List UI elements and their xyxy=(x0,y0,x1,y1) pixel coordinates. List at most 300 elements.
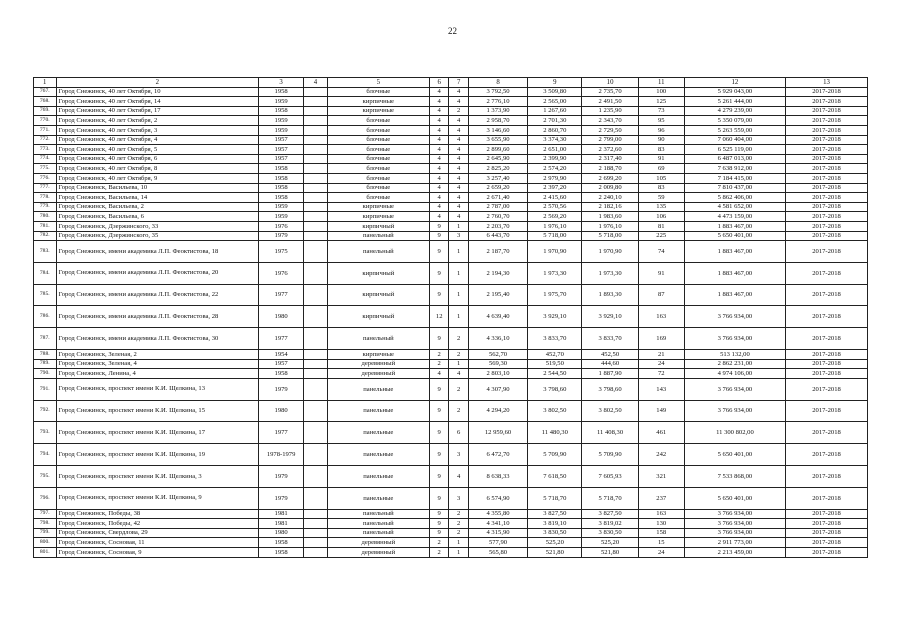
table-row xyxy=(34,212,868,222)
table-row xyxy=(34,548,868,558)
column-number-header: 11 xyxy=(638,78,684,88)
residents-cell: 69 xyxy=(638,164,684,174)
residential-area-cell: 2 799,00 xyxy=(582,135,638,145)
row-index: 771. xyxy=(34,125,57,135)
address-cell: Город Снежинск, 40 лет Октября, 17 xyxy=(56,106,259,116)
address-cell: Город Снежинск, 40 лет Октября, 2 xyxy=(56,116,259,126)
column-4-cell xyxy=(304,528,328,538)
period-cell: 2017-2018 xyxy=(786,538,868,548)
row-index: 789. xyxy=(34,359,57,369)
total-area-cell: 3 146,60 xyxy=(468,125,527,135)
period-cell: 2017-2018 xyxy=(786,164,868,174)
period-cell: 2017-2018 xyxy=(786,359,868,369)
wall-material-cell: панельные xyxy=(327,444,429,466)
year-built-cell: 1958 xyxy=(259,106,304,116)
column-number-header: 4 xyxy=(304,78,328,88)
floors-cell: 4 xyxy=(429,183,448,193)
area-cell: 1 970,90 xyxy=(528,241,582,263)
residents-cell: 21 xyxy=(638,350,684,360)
row-index: 785. xyxy=(34,284,57,306)
column-4-cell xyxy=(304,548,328,558)
table-row xyxy=(34,328,868,350)
floors-cell: 4 xyxy=(429,145,448,155)
entrances-cell: 6 xyxy=(449,422,468,444)
row-index: 797. xyxy=(34,509,57,519)
floors-cell: 2 xyxy=(429,350,448,360)
row-index: 768. xyxy=(34,97,57,107)
residential-area-cell: 3 833,70 xyxy=(582,328,638,350)
total-area-cell: 3 792,50 xyxy=(468,87,527,97)
residents-cell: 73 xyxy=(638,106,684,116)
total-area-cell: 4 307,90 xyxy=(468,378,527,400)
residents-cell: 242 xyxy=(638,444,684,466)
residents-cell: 90 xyxy=(638,135,684,145)
residents-cell: 95 xyxy=(638,116,684,126)
residential-area-cell: 1 973,30 xyxy=(582,262,638,284)
year-built-cell: 1959 xyxy=(259,212,304,222)
cost-cell: 1 883 467,00 xyxy=(684,262,785,284)
address-cell: Город Снежинск, 40 лет Октября, 9 xyxy=(56,173,259,183)
cost-cell: 7 810 437,00 xyxy=(684,183,785,193)
period-cell: 2017-2018 xyxy=(786,487,868,509)
period-cell: 2017-2018 xyxy=(786,193,868,203)
entrances-cell: 1 xyxy=(449,262,468,284)
wall-material-cell: панельный xyxy=(327,241,429,263)
period-cell: 2017-2018 xyxy=(786,212,868,222)
column-4-cell xyxy=(304,328,328,350)
table-row xyxy=(34,164,868,174)
floors-cell: 9 xyxy=(429,241,448,263)
wall-material-cell: кирпичный xyxy=(327,262,429,284)
column-4-cell xyxy=(304,400,328,422)
table-row xyxy=(34,221,868,231)
area-cell: 3 819,10 xyxy=(528,519,582,529)
row-index: 777. xyxy=(34,183,57,193)
entrances-cell: 4 xyxy=(449,212,468,222)
address-cell: Город Снежинск, Васильева, 2 xyxy=(56,202,259,212)
entrances-cell: 4 xyxy=(449,116,468,126)
cost-cell: 2 911 773,00 xyxy=(684,538,785,548)
residential-area-cell: 5 718,70 xyxy=(582,487,638,509)
row-index: 800. xyxy=(34,538,57,548)
column-4-cell xyxy=(304,193,328,203)
column-4-cell xyxy=(304,538,328,548)
entrances-cell: 4 xyxy=(449,145,468,155)
period-cell: 2017-2018 xyxy=(786,183,868,193)
residents-cell: 461 xyxy=(638,422,684,444)
table-body xyxy=(34,87,868,557)
wall-material-cell: блочные xyxy=(327,87,429,97)
total-area-cell: 562,70 xyxy=(468,350,527,360)
cost-cell: 5 929 043,00 xyxy=(684,87,785,97)
column-4-cell xyxy=(304,487,328,509)
residential-area-cell: 11 408,30 xyxy=(582,422,638,444)
address-cell: Город Снежинск, имени академика Л.П. Феоктистова, 22 xyxy=(56,284,259,306)
column-number-header: 8 xyxy=(468,78,527,88)
table-row xyxy=(34,241,868,263)
cost-cell: 4 473 159,00 xyxy=(684,212,785,222)
total-area-cell: 2 195,40 xyxy=(468,284,527,306)
wall-material-cell: кирпичные xyxy=(327,106,429,116)
floors-cell: 4 xyxy=(429,97,448,107)
row-index: 782. xyxy=(34,231,57,241)
wall-material-cell: панельные xyxy=(327,378,429,400)
column-4-cell xyxy=(304,125,328,135)
residents-cell: 237 xyxy=(638,487,684,509)
year-built-cell: 1980 xyxy=(259,306,304,328)
floors-cell: 4 xyxy=(429,125,448,135)
address-cell: Город Снежинск, имени академика Л.П. Феоктистова, 20 xyxy=(56,262,259,284)
row-index: 776. xyxy=(34,173,57,183)
residential-area-cell: 2 735,70 xyxy=(582,87,638,97)
year-built-cell: 1957 xyxy=(259,145,304,155)
table-row xyxy=(34,359,868,369)
row-index: 772. xyxy=(34,135,57,145)
wall-material-cell: кирпичные xyxy=(327,97,429,107)
area-cell: 3 798,60 xyxy=(528,378,582,400)
residential-area-cell: 1 887,90 xyxy=(582,369,638,379)
cost-cell: 4 581 652,00 xyxy=(684,202,785,212)
cost-cell: 5 263 559,00 xyxy=(684,125,785,135)
cost-cell: 7 060 404,00 xyxy=(684,135,785,145)
table-row xyxy=(34,262,868,284)
residential-area-cell: 3 830,50 xyxy=(582,528,638,538)
total-area-cell: 6 574,90 xyxy=(468,487,527,509)
housing-register-table xyxy=(33,77,868,558)
period-cell: 2017-2018 xyxy=(786,87,868,97)
residential-area-cell: 525,20 xyxy=(582,538,638,548)
year-built-cell: 1979 xyxy=(259,378,304,400)
row-index: 798. xyxy=(34,519,57,529)
column-number-header: 10 xyxy=(582,78,638,88)
entrances-cell: 2 xyxy=(449,509,468,519)
column-4-cell xyxy=(304,87,328,97)
year-built-cell: 1958 xyxy=(259,173,304,183)
area-cell: 1 976,10 xyxy=(528,221,582,231)
entrances-cell: 4 xyxy=(449,369,468,379)
area-cell: 2 701,30 xyxy=(528,116,582,126)
residential-area-cell: 1 893,30 xyxy=(582,284,638,306)
address-cell: Город Снежинск, проспект имени К.И. Щелкина, 17 xyxy=(56,422,259,444)
cost-cell: 513 132,00 xyxy=(684,350,785,360)
row-index: 801. xyxy=(34,548,57,558)
residents-cell: 105 xyxy=(638,173,684,183)
column-number-header: 12 xyxy=(684,78,785,88)
page-number: 22 xyxy=(448,26,457,36)
entrances-cell: 4 xyxy=(449,466,468,488)
area-cell: 3 509,80 xyxy=(528,87,582,97)
total-area-cell: 2 776,10 xyxy=(468,97,527,107)
floors-cell: 9 xyxy=(429,509,448,519)
area-cell: 5 718,00 xyxy=(528,231,582,241)
floors-cell: 2 xyxy=(429,359,448,369)
row-index: 788. xyxy=(34,350,57,360)
column-number-header: 7 xyxy=(449,78,468,88)
residents-cell: 83 xyxy=(638,183,684,193)
area-cell: 1 267,60 xyxy=(528,106,582,116)
floors-cell: 9 xyxy=(429,444,448,466)
area-cell: 452,70 xyxy=(528,350,582,360)
table-row xyxy=(34,466,868,488)
wall-material-cell: панельные xyxy=(327,466,429,488)
year-built-cell: 1981 xyxy=(259,519,304,529)
period-cell: 2017-2018 xyxy=(786,328,868,350)
address-cell: Город Снежинск, проспект имени К.И. Щелкина, 3 xyxy=(56,466,259,488)
cost-cell: 2 213 459,00 xyxy=(684,548,785,558)
area-cell: 2 544,50 xyxy=(528,369,582,379)
residential-area-cell: 3 802,50 xyxy=(582,400,638,422)
total-area-cell: 3 655,90 xyxy=(468,135,527,145)
residents-cell: 81 xyxy=(638,221,684,231)
entrances-cell: 4 xyxy=(449,164,468,174)
table-row xyxy=(34,183,868,193)
row-index: 783. xyxy=(34,241,57,263)
column-number-row xyxy=(34,78,868,88)
column-number-header: 9 xyxy=(528,78,582,88)
period-cell: 2017-2018 xyxy=(786,369,868,379)
cost-cell: 3 766 934,00 xyxy=(684,306,785,328)
table-row xyxy=(34,306,868,328)
table-row xyxy=(34,193,868,203)
row-index: 795. xyxy=(34,466,57,488)
residential-area-cell: 2 240,10 xyxy=(582,193,638,203)
row-index: 786. xyxy=(34,306,57,328)
period-cell: 2017-2018 xyxy=(786,262,868,284)
floors-cell: 4 xyxy=(429,173,448,183)
cost-cell: 7 533 868,00 xyxy=(684,466,785,488)
row-index: 793. xyxy=(34,422,57,444)
address-cell: Город Снежинск, Сосновая, 11 xyxy=(56,538,259,548)
address-cell: Город Снежинск, 40 лет Октября, 8 xyxy=(56,164,259,174)
wall-material-cell: блочные xyxy=(327,125,429,135)
row-index: 774. xyxy=(34,154,57,164)
residents-cell: 169 xyxy=(638,328,684,350)
wall-material-cell: кирпичный xyxy=(327,221,429,231)
cost-cell: 2 862 231,00 xyxy=(684,359,785,369)
row-index: 767. xyxy=(34,87,57,97)
residents-cell: 125 xyxy=(638,97,684,107)
cost-cell: 11 300 802,00 xyxy=(684,422,785,444)
table-row xyxy=(34,145,868,155)
column-4-cell xyxy=(304,359,328,369)
table-row xyxy=(34,487,868,509)
floors-cell: 9 xyxy=(429,231,448,241)
column-4-cell xyxy=(304,173,328,183)
period-cell: 2017-2018 xyxy=(786,145,868,155)
column-4-cell xyxy=(304,509,328,519)
column-4-cell xyxy=(304,231,328,241)
entrances-cell: 1 xyxy=(449,306,468,328)
area-cell: 2 651,00 xyxy=(528,145,582,155)
residential-area-cell: 521,80 xyxy=(582,548,638,558)
cost-cell: 6 487 013,00 xyxy=(684,154,785,164)
period-cell: 2017-2018 xyxy=(786,231,868,241)
cost-cell: 5 862 406,00 xyxy=(684,193,785,203)
address-cell: Город Снежинск, Сосновая, 9 xyxy=(56,548,259,558)
address-cell: Город Снежинск, 40 лет Октября, 6 xyxy=(56,154,259,164)
wall-material-cell: блочные xyxy=(327,145,429,155)
floors-cell: 4 xyxy=(429,369,448,379)
area-cell: 2 979,90 xyxy=(528,173,582,183)
year-built-cell: 1958 xyxy=(259,164,304,174)
floors-cell: 4 xyxy=(429,164,448,174)
year-built-cell: 1958 xyxy=(259,548,304,558)
area-cell: 2 569,20 xyxy=(528,212,582,222)
residential-area-cell: 7 605,93 xyxy=(582,466,638,488)
total-area-cell: 2 825,20 xyxy=(468,164,527,174)
floors-cell: 4 xyxy=(429,135,448,145)
wall-material-cell: деревянный xyxy=(327,538,429,548)
period-cell: 2017-2018 xyxy=(786,548,868,558)
row-index: 794. xyxy=(34,444,57,466)
residential-area-cell: 2 009,80 xyxy=(582,183,638,193)
address-cell: Город Снежинск, Зеленая, 4 xyxy=(56,359,259,369)
wall-material-cell: панельные xyxy=(327,422,429,444)
year-built-cell: 1959 xyxy=(259,97,304,107)
table-row xyxy=(34,87,868,97)
residents-cell: 163 xyxy=(638,306,684,328)
entrances-cell: 3 xyxy=(449,444,468,466)
total-area-cell: 2 787,00 xyxy=(468,202,527,212)
residents-cell: 163 xyxy=(638,509,684,519)
area-cell: 1 975,70 xyxy=(528,284,582,306)
address-cell: Город Снежинск, проспект имени К.И. Щелкина, 13 xyxy=(56,378,259,400)
year-built-cell: 1954 xyxy=(259,350,304,360)
address-cell: Город Снежинск, Васильева, 10 xyxy=(56,183,259,193)
total-area-cell: 2 194,30 xyxy=(468,262,527,284)
column-4-cell xyxy=(304,241,328,263)
address-cell: Город Снежинск, имени академика Л.П. Феоктистова, 18 xyxy=(56,241,259,263)
area-cell: 1 973,30 xyxy=(528,262,582,284)
year-built-cell: 1981 xyxy=(259,509,304,519)
column-number-header: 3 xyxy=(259,78,304,88)
column-4-cell xyxy=(304,145,328,155)
cost-cell: 3 766 934,00 xyxy=(684,528,785,538)
entrances-cell: 4 xyxy=(449,193,468,203)
total-area-cell: 6 443,70 xyxy=(468,231,527,241)
total-area-cell: 2 899,60 xyxy=(468,145,527,155)
period-cell: 2017-2018 xyxy=(786,306,868,328)
entrances-cell: 4 xyxy=(449,173,468,183)
area-cell: 2 397,20 xyxy=(528,183,582,193)
column-4-cell xyxy=(304,350,328,360)
year-built-cell: 1957 xyxy=(259,135,304,145)
year-built-cell: 1958 xyxy=(259,193,304,203)
address-cell: Город Снежинск, Свердлова, 29 xyxy=(56,528,259,538)
total-area-cell: 2 187,70 xyxy=(468,241,527,263)
residential-area-cell: 1 983,60 xyxy=(582,212,638,222)
wall-material-cell: кирпичные xyxy=(327,350,429,360)
period-cell: 2017-2018 xyxy=(786,135,868,145)
period-cell: 2017-2018 xyxy=(786,173,868,183)
total-area-cell: 4 355,80 xyxy=(468,509,527,519)
area-cell: 7 618,50 xyxy=(528,466,582,488)
row-index: 770. xyxy=(34,116,57,126)
address-cell: Город Снежинск, Васильева, 14 xyxy=(56,193,259,203)
column-4-cell xyxy=(304,183,328,193)
residential-area-cell: 444,60 xyxy=(582,359,638,369)
row-index: 781. xyxy=(34,221,57,231)
entrances-cell: 4 xyxy=(449,87,468,97)
floors-cell: 9 xyxy=(429,400,448,422)
year-built-cell: 1975 xyxy=(259,241,304,263)
address-cell: Город Снежинск, имени академика Л.П. Феоктистова, 30 xyxy=(56,328,259,350)
wall-material-cell: кирпичный xyxy=(327,284,429,306)
cost-cell: 5 650 401,00 xyxy=(684,444,785,466)
wall-material-cell: кирпичный xyxy=(327,306,429,328)
table-row xyxy=(34,135,868,145)
column-4-cell xyxy=(304,262,328,284)
column-number-header: 6 xyxy=(429,78,448,88)
residential-area-cell: 2 699,20 xyxy=(582,173,638,183)
year-built-cell: 1980 xyxy=(259,528,304,538)
wall-material-cell: кирпичные xyxy=(327,202,429,212)
residents-cell: 158 xyxy=(638,528,684,538)
floors-cell: 9 xyxy=(429,378,448,400)
cost-cell: 3 766 934,00 xyxy=(684,519,785,529)
column-4-cell xyxy=(304,212,328,222)
column-4-cell xyxy=(304,116,328,126)
residents-cell: 72 xyxy=(638,369,684,379)
column-4-cell xyxy=(304,106,328,116)
cost-cell: 4 279 239,00 xyxy=(684,106,785,116)
period-cell: 2017-2018 xyxy=(786,125,868,135)
wall-material-cell: панельный xyxy=(327,519,429,529)
residential-area-cell: 5 718,00 xyxy=(582,231,638,241)
residential-area-cell: 1 235,90 xyxy=(582,106,638,116)
floors-cell: 12 xyxy=(429,306,448,328)
address-cell: Город Снежинск, Ленина, 4 xyxy=(56,369,259,379)
address-cell: Город Снежинск, проспект имени К.И. Щелкина, 9 xyxy=(56,487,259,509)
wall-material-cell: панельный xyxy=(327,528,429,538)
column-4-cell xyxy=(304,378,328,400)
floors-cell: 9 xyxy=(429,519,448,529)
wall-material-cell: блочные xyxy=(327,183,429,193)
total-area-cell: 6 472,70 xyxy=(468,444,527,466)
total-area-cell: 2 659,20 xyxy=(468,183,527,193)
address-cell: Город Снежинск, Зеленая, 2 xyxy=(56,350,259,360)
floors-cell: 9 xyxy=(429,466,448,488)
wall-material-cell: блочные xyxy=(327,116,429,126)
wall-material-cell: панельный xyxy=(327,231,429,241)
residents-cell: 225 xyxy=(638,231,684,241)
entrances-cell: 2 xyxy=(449,519,468,529)
year-built-cell: 1958 xyxy=(259,183,304,193)
total-area-cell: 577,90 xyxy=(468,538,527,548)
year-built-cell: 1958 xyxy=(259,538,304,548)
period-cell: 2017-2018 xyxy=(786,466,868,488)
year-built-cell: 1979 xyxy=(259,487,304,509)
period-cell: 2017-2018 xyxy=(786,106,868,116)
residents-cell: 91 xyxy=(638,262,684,284)
column-4-cell xyxy=(304,284,328,306)
row-index: 792. xyxy=(34,400,57,422)
residential-area-cell: 1 976,10 xyxy=(582,221,638,231)
total-area-cell: 3 257,40 xyxy=(468,173,527,183)
residential-area-cell: 2 343,70 xyxy=(582,116,638,126)
floors-cell: 9 xyxy=(429,487,448,509)
residential-area-cell: 2 317,40 xyxy=(582,154,638,164)
area-cell: 3 833,70 xyxy=(528,328,582,350)
total-area-cell: 2 203,70 xyxy=(468,221,527,231)
wall-material-cell: панельный xyxy=(327,328,429,350)
table-row xyxy=(34,422,868,444)
year-built-cell: 1957 xyxy=(259,359,304,369)
cost-cell: 4 974 106,00 xyxy=(684,369,785,379)
table-row xyxy=(34,400,868,422)
residents-cell: 24 xyxy=(638,359,684,369)
total-area-cell: 2 803,10 xyxy=(468,369,527,379)
